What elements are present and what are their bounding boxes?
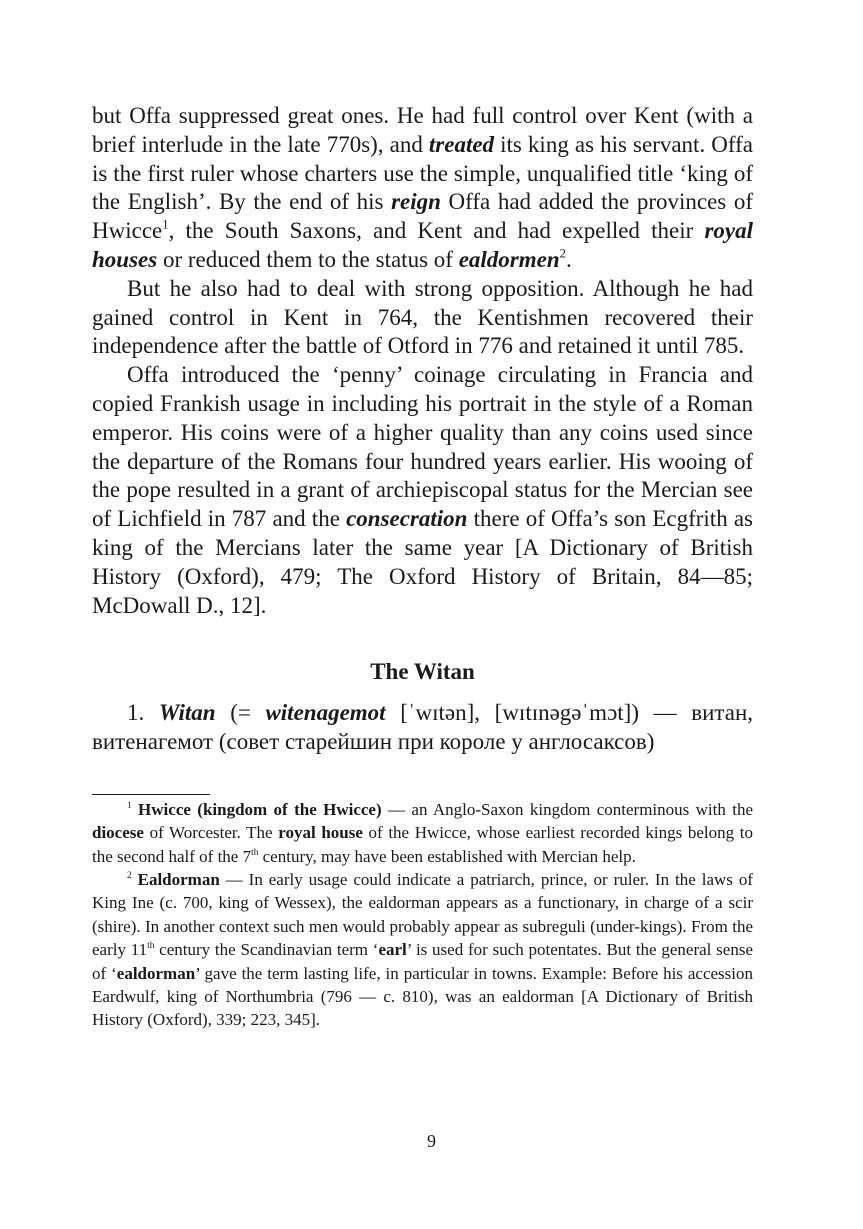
footnote-term: Ealdorman	[137, 869, 220, 889]
footnote-separator	[92, 794, 210, 795]
text-run: there of Offa’s son Ecgfrith as king of the Mercians later the same year [A Dictionary of British History (Oxford), 479; The Oxford History of Britain, 84—85; McDowall D., 12].	[92, 506, 754, 618]
text-run: of the Hwicce, whose earliest recorded kings belong to the second half of the 7	[92, 823, 753, 866]
text-run: but Offa suppressed great ones. He had full control over Kent (with a brief interlude in the late 770s), and	[92, 103, 753, 157]
footnote-ref-2[interactable]: 2	[559, 246, 566, 261]
text-run: ’ gave the term lasting life, in particular in towns. Example: Before his accession Eardwulf, king of Northumbria (796 — c. 810), was an ealdorman [A Dictionary of British History (Oxford), 339; 223, 345].	[92, 963, 753, 1030]
text-run: or reduced them to the status of	[157, 246, 459, 272]
text-run: [ˈwɪtən], [wɪtɪnəgəˈmɔt]) — витан, витенагемот (совет старейшин при короле у англосаксов)	[92, 700, 754, 754]
footnote-term: royal house	[278, 823, 363, 843]
item-number: 1.	[127, 700, 159, 726]
text-run: century, may have been established with Mercian help.	[258, 846, 636, 866]
page-content	[92, 102, 753, 1032]
text-run: , the South Saxons, and Kent and had expelled their	[168, 218, 705, 244]
footnote-mark: 2	[127, 870, 132, 881]
footnote-term: ealdorman	[116, 963, 196, 983]
footnote-ref-1[interactable]: 1	[162, 217, 169, 232]
footnote-mark: 1	[127, 800, 132, 811]
paragraph-offa-control	[92, 102, 753, 275]
ordinal-suffix: th	[147, 941, 155, 952]
term-treated: treated	[428, 131, 495, 157]
text-run: (=	[215, 700, 266, 726]
text-run: Offa had added the provinces of Hwicce	[92, 189, 753, 244]
text-run: Offa introduced the ‘penny’ coinage circulating in Francia and copied Frankish usage in including his portrait in the style of a Roman emperor. His coins were of a higher quality than any coins used since the departure of the Romans four hundred years earlier. His wooing of the pope resulted in a grant of archiepiscopal status for the Mercian see of Lichfield in 787 and the	[92, 362, 753, 532]
term-consecration: consecration	[346, 506, 468, 532]
ordinal-suffix: th	[251, 847, 259, 858]
term-ealdormen: ealdormen	[458, 246, 560, 272]
main-text	[92, 102, 753, 757]
text-run: — an Anglo-Saxon kingdom conterminous with the	[381, 799, 753, 819]
term-royal-houses: royal houses	[92, 218, 753, 272]
text-run: its king as his servant. Offa is the first ruler whose charters use the simple, unqualified title ‘king of the English’. By the end of his	[92, 131, 753, 215]
term-reign: reign	[391, 189, 441, 215]
page-number: 9	[427, 1131, 436, 1151]
text-run: .	[565, 246, 572, 272]
footnote-1	[92, 798, 753, 868]
section-heading: The Witan	[370, 659, 475, 685]
footnote-term: Hwicce (kingdom of the Hwicce)	[138, 799, 382, 819]
footnotes	[92, 798, 753, 1032]
footnote-2	[92, 868, 753, 1032]
text-run: — In early usage could indicate a patriarch, prince, or ruler. In the laws of King Ine (c. 700, king of Wessex), the ealdorman appears as a functionary, in charge of a scir (shire). In another context such men would probably appear as subreguli (under-kings). From the early 11	[92, 869, 753, 960]
text-run: ’ is used for such potentates. But the general sense of ‘	[92, 940, 753, 983]
text-run: of Worcester. The	[143, 823, 279, 843]
text-run: century the Scandinavian term ‘	[154, 940, 379, 960]
vocab-item-witan	[92, 699, 753, 757]
footnote-term: diocese	[92, 823, 144, 843]
paragraph-opposition: But he also had to deal with strong opposition. Although he had gained control in Kent in 764, the Kentishmen recovered their independence after the battle of Otford in 776 and retained it until 785.	[92, 275, 753, 359]
footnote-term: earl	[378, 940, 407, 960]
term-witenagemot: witenagemot	[265, 700, 386, 726]
term-witan: Witan	[158, 700, 216, 726]
paragraph-coinage	[92, 361, 753, 620]
